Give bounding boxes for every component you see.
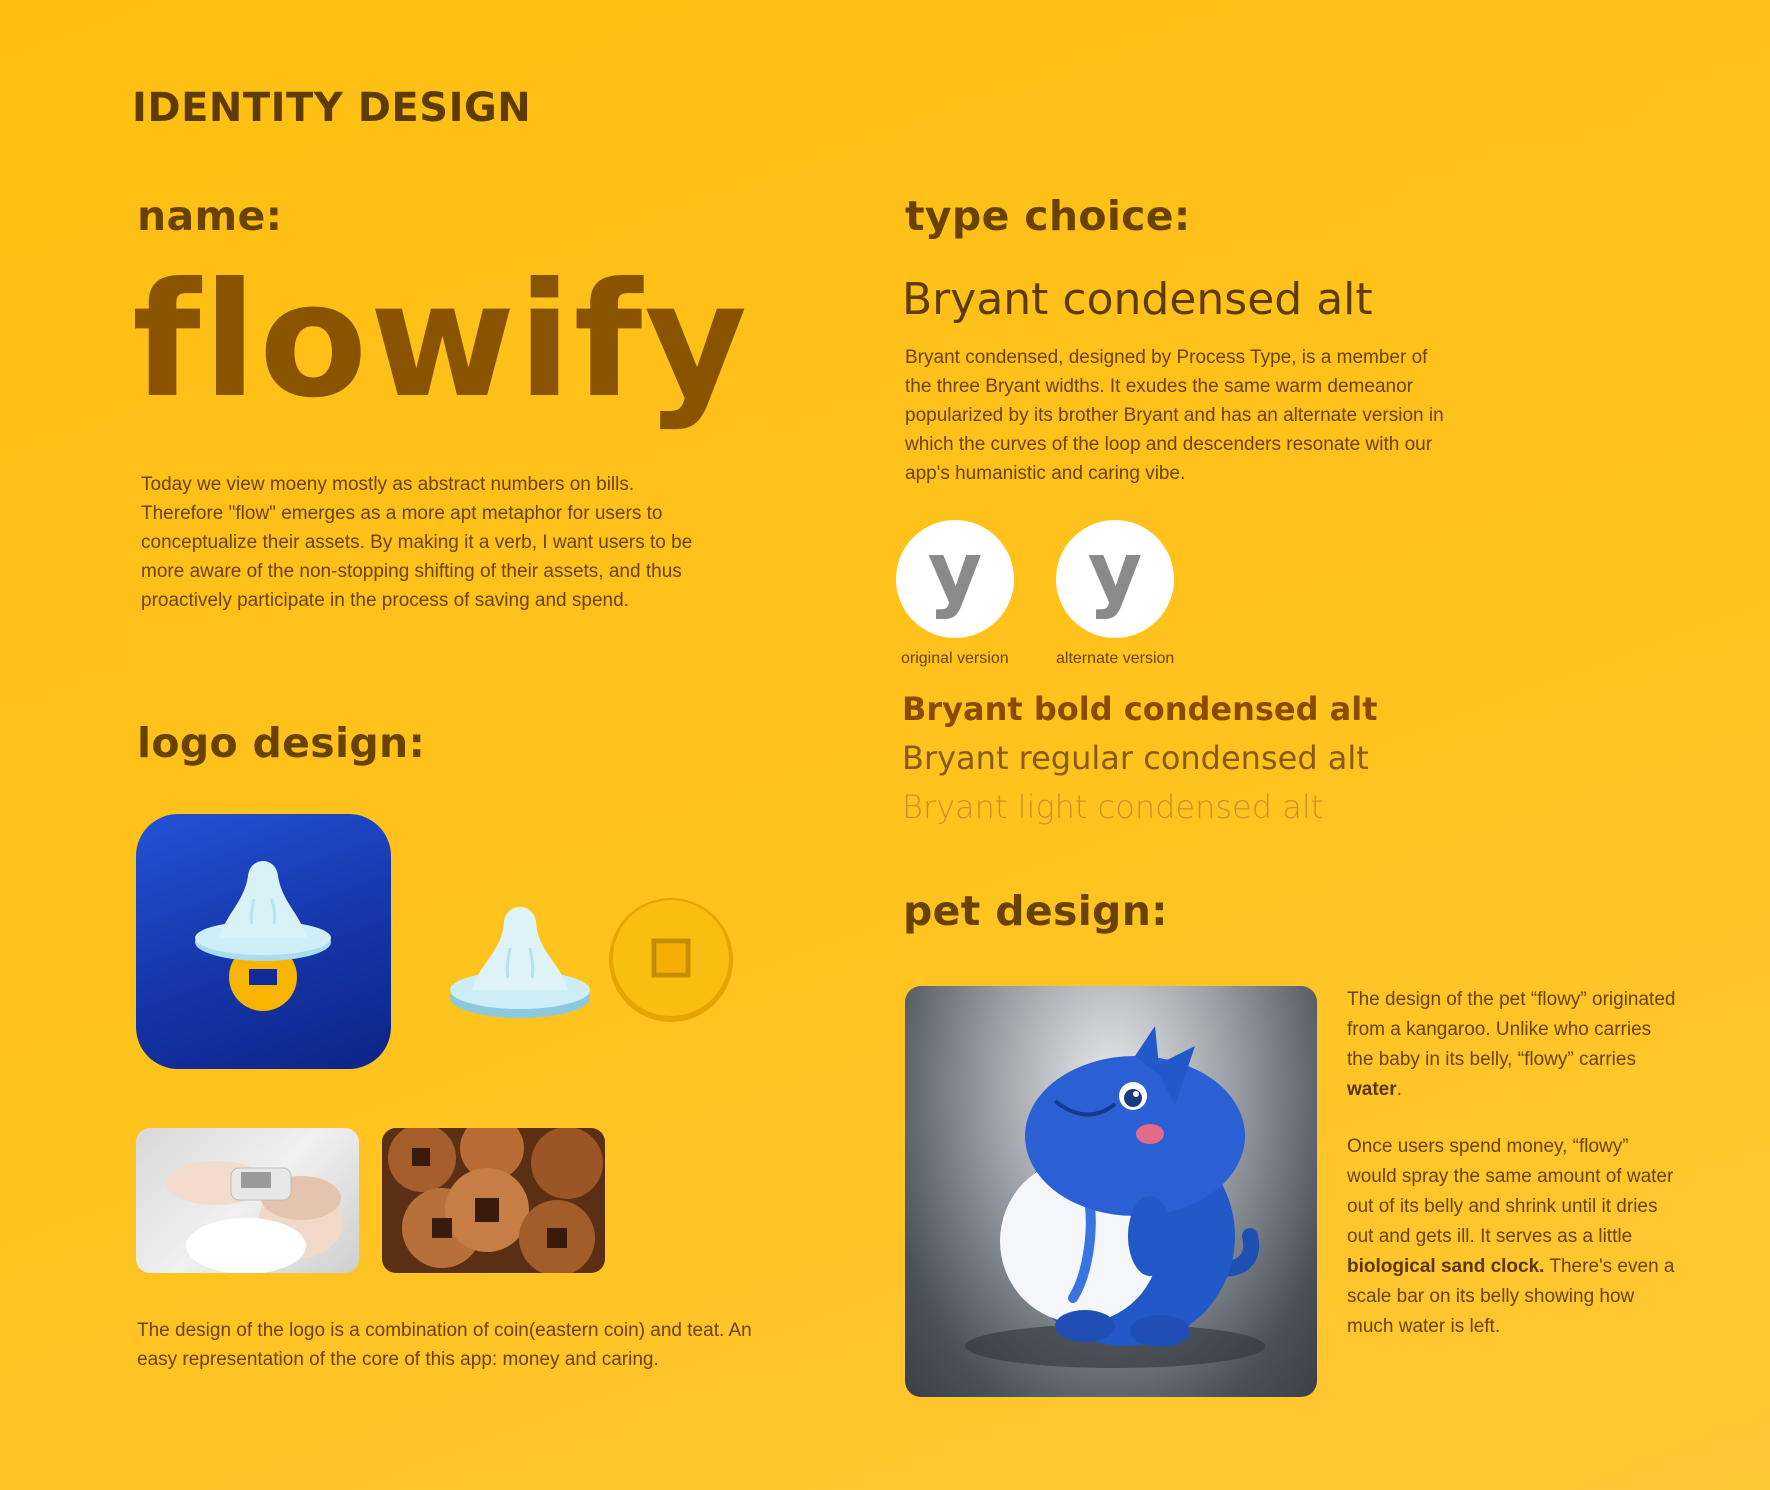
glyph-alternate-char: y	[1087, 523, 1143, 621]
name-heading: name:	[137, 192, 283, 240]
glyph-alternate	[1056, 520, 1174, 638]
type-heading: type choice:	[905, 192, 1191, 240]
logo-heading: logo design:	[137, 719, 426, 767]
glyph-original-label: original version	[901, 650, 1009, 667]
teat-coin-icon	[136, 814, 391, 1069]
app-icon	[136, 814, 391, 1069]
glyph-original-char: y	[927, 523, 983, 621]
pet-paragraph-2: Once users spend money, “flowy” would spray the same amount of water out of its belly and shrink until it dries out and gets ill. It serves as a little biological sand clock. There's even a scale bar on its belly showing how much water is left.	[1347, 1136, 1675, 1337]
pet-heading: pet design:	[903, 887, 1168, 935]
glyph-alternate-label: alternate version	[1056, 650, 1175, 667]
teat-icon	[440, 870, 600, 1030]
flowy-pet-icon	[905, 986, 1317, 1397]
flowify-wordmark: flowify	[132, 249, 750, 433]
ancient-coins-photo	[382, 1128, 605, 1273]
coin-icon	[606, 895, 736, 1025]
light-weight-sample: Bryant light condensed alt	[902, 788, 1324, 826]
glyph-original	[896, 520, 1014, 638]
regular-weight-sample: Bryant regular condensed alt	[902, 739, 1369, 777]
logo-description: The design of the logo is a combination of coin(eastern coin) and teat. An easy representation of the core of this app: money and caring.	[137, 1320, 752, 1370]
name-description: Today we view moeny mostly as abstract numbers on bills. Therefore "flow" emerges as a more apt metaphor for users to conceptualize their assets. By making it a verb, I want users to be more aware of the non-stopping shifting of their assets, and thus proactively participate in the process of saving and spend.	[141, 474, 693, 611]
page-title: IDENTITY DESIGN	[132, 85, 532, 131]
font-name: Bryant condensed alt	[902, 274, 1373, 325]
baby-feeding-photo	[136, 1128, 359, 1273]
type-description: Bryant condensed, designed by Process Type, is a member of the three Bryant widths. It exudes the same warm demeanor popularized by its brother Bryant and has an alternate version in which the curves of the loop and descenders resonate with our app's humanistic and caring vibe.	[905, 347, 1444, 484]
pet-paragraph-1: The design of the pet “flowy” originated from a kangaroo. Unlike who carries the baby in its belly, “flowy” carries water.	[1347, 989, 1676, 1100]
pet-render	[905, 986, 1317, 1397]
bold-weight-sample: Bryant bold condensed alt	[902, 690, 1378, 728]
